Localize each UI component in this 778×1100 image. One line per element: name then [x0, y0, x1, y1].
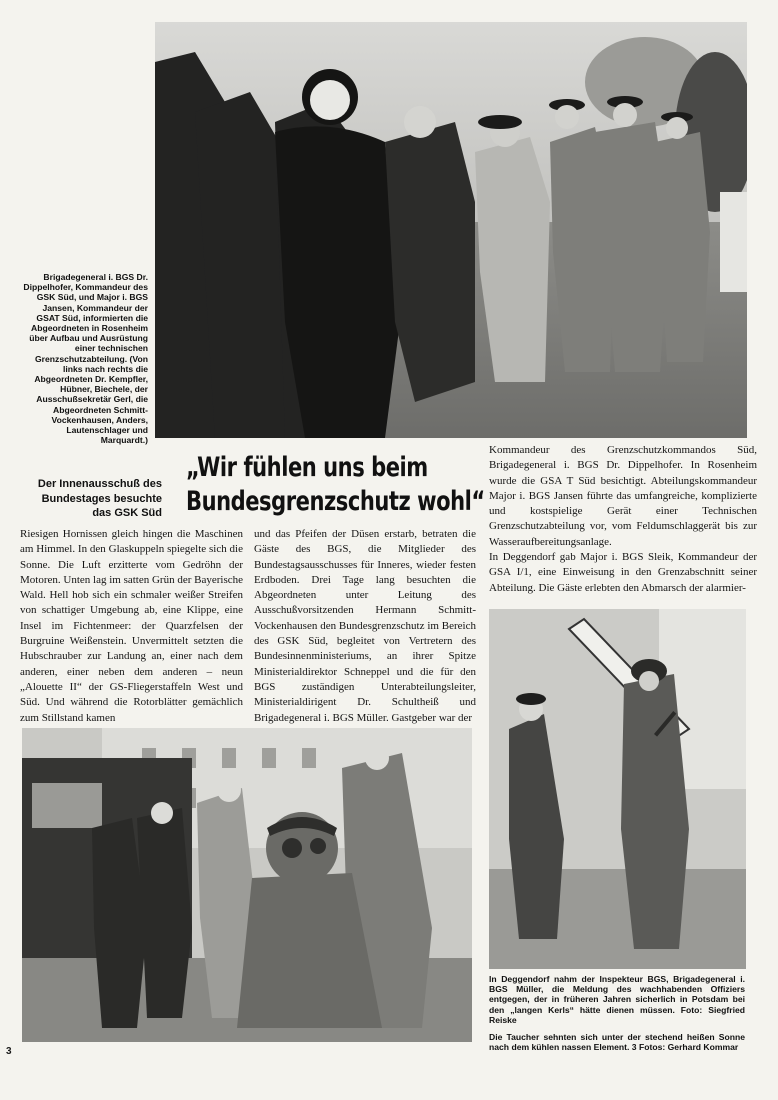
page-number: 3	[6, 1046, 12, 1057]
article-headline-line2: Bundesgrenzschutz wohl“	[186, 486, 485, 517]
article-column-2	[254, 527, 476, 726]
right-photo-deggendorf	[489, 609, 746, 969]
article-column-1-text: Riesigen Hornissen gleich hingen die Maschinen am Himmel. In den Glaskuppeln spiegelte sich die Sonne. Die Luft erzitterte vom Gedröhn der Motoren. Unten lag im satten Grün der Bayerische Wald. Hell hob sich ein schmaler weißer Streifen von schattiger Umgebung ab, eine Klippe, eine Insel im Fichtenmeer: der Quarzfelsen der Burgruine Weißenstein. Unvermittelt setzten die Hubschrauber zur Landung an, einer nach dem anderen, einer neben dem anderen – neun „Alouette II“ der GS-Fliegerstaffeln West und Süd. Und während die Rotorblätter gemächlich zum Stillstand kamen	[20, 528, 243, 724]
article-column-3	[489, 443, 757, 596]
top-photo-delegation	[155, 22, 747, 438]
article-headline-line1: „Wir fühlen uns beim	[186, 452, 428, 483]
bottom-photo-caption: Die Taucher sehnten sich unter der stechend heißen Sonne nach dem kühlen nassen Element. 3 Fotos: Gerhard Kommar	[489, 1032, 745, 1053]
article-column-2-text: und das Pfeifen der Düsen erstarb, betraten die Gäste des BGS, die Mitglieder des Bundestagsausschusses für Inneres, wieder festen Erdboden. Drei Tage lang besuchten die Abgeordneten unter Leitung des Ausschußvorsitzenden Hermann Schmitt-Vockenhausen den Bundesgrenzschutz im Bereich des GSK Süd, begleitet von Vertretern des Bundesinnenministeriums, an ihrer Spitze Ministerialdirektor Schneppel und die für den BGS zuständigen Unterabteilungsleiter, Ministerialdirigent Dr. Schultheiß und Brigadegeneral i. BGS Müller. Gastgeber war der	[254, 528, 476, 724]
top-photo-caption: Brigadegeneral i. BGS Dr. Dippelhofer, Kommandeur des GSK Süd, und Major i. BGS Jansen, Kommandeur der GSAT Süd, informierten die Abgeordneten in Rosenheim über Aufbau und Ausrüstung einer technischen Grenzschutzabteilung. (Von links nach rechts die Abgeordneten Dr. Kempfler, Hübner, Biechele, der Ausschußsekretär Gerl, die Abgeordneten Schmitt-Vockenhausen, Anders, Lautenschlager und Marquardt.)	[23, 272, 148, 446]
bottom-photo-divers	[22, 728, 472, 1042]
right-photo-caption: In Deggendorf nahm der Inspekteur BGS, Brigadegeneral i. BGS Müller, die Meldung des wachhabenden Offiziers entgegen, der in früheren Jahren sicherlich in Potsdam bei den „langen Kerls“ hätte dienen müssen. Foto: Siegfried Reiske	[489, 974, 745, 1025]
article-kicker: Der Innenausschuß des Bundestages besuchte das GSK Süd	[37, 478, 162, 519]
article-column-3-paragraph-2: In Deggendorf gab Major i. BGS Sleik, Kommandeur der GSA I/1, eine Einweisung in den Grenzabschnitt seiner Abteilung. Die Gäste erlebten den Abmarsch der alarmier-	[489, 551, 757, 594]
article-column-1	[20, 527, 243, 726]
article-column-3-paragraph-1: Kommandeur des Grenzschutzkommandos Süd, Brigadegeneral i. BGS Dr. Dippelhofer. In Rosenheim wurde die GSA T Süd besichtigt. Abteilungskommandeur Major i. BGS Jansen führte das umfangreiche, komplizierte und kostspielige Gerät einer Technischen Grenzschutzabteilung vor, vom Feldumschlaggerät bis zur Wasseraufbereitungsanlage.	[489, 444, 757, 548]
